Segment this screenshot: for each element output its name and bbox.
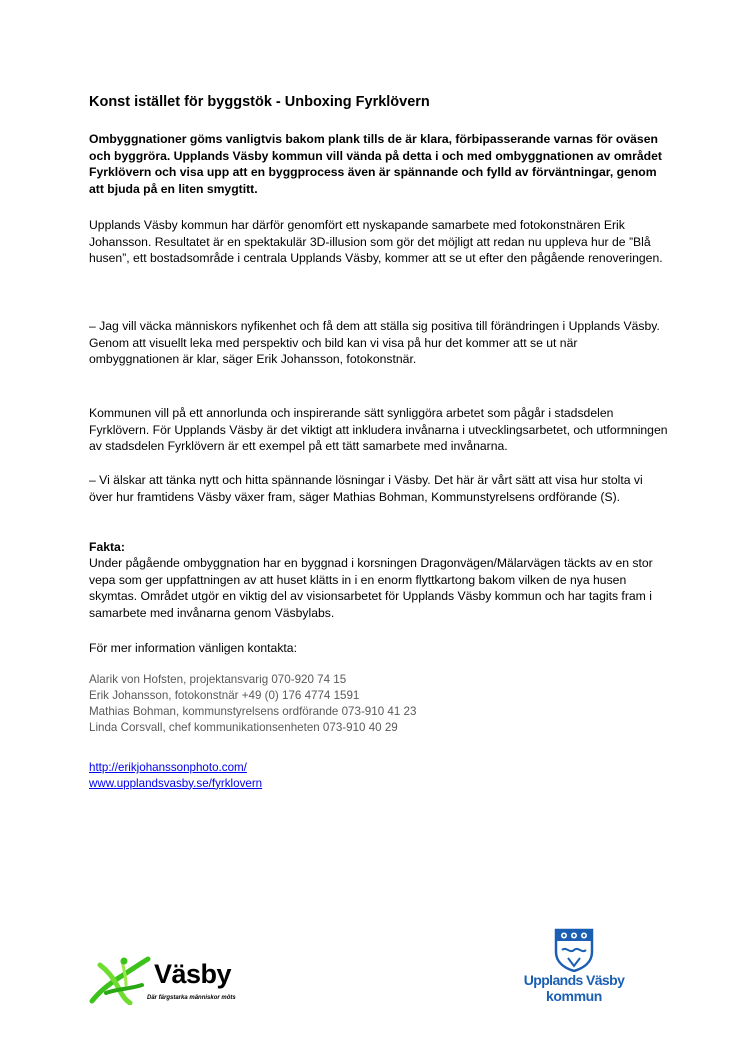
quote-paragraph-mathias: – Vi älskar att tänka nytt och hitta spännande lösningar i Väsby. Det här är vårt sätt att visa hur stolta vi över hur framtidens Väsby växer fram, säger Mathias Bohman, Kommunstyrelsens ordförande (S).	[89, 473, 643, 504]
document-title: Konst istället för byggstök - Unboxing Fyrklövern	[89, 94, 430, 110]
upplands-vasby-kommun: kommun	[546, 988, 602, 1004]
contact-list	[89, 672, 649, 736]
vasby-wordmark: Väsby	[154, 959, 232, 989]
upplands-vasby-logo	[514, 928, 634, 1012]
body-paragraph-2: Kommunen vill på ett annorlunda och inspirerande sätt synliggöra arbetet som pågår i stadsdelen Fyrklövern. För Upplands Väsby är det viktigt att inkludera invånarna i utvecklingsarbetet, och utformningen av stadsdelen Fyrklövern är ett exempel på ett tätt samarbete med invånarna.	[89, 406, 668, 453]
upplands-vasby-name: Upplands Väsby	[523, 972, 625, 988]
fakta-paragraph: Under pågående ombyggnation har en byggnad i korsningen Dragonvägen/Mälarvägen täckts av en stor vepa som ger uppfattningen av att huset klätts in i en enorm flyttkartong bakom vilken de nya husen skymtas. Området utgör en viktig del av visionsarbetet för Upplands Väsby kommun och har tagits fram i samarbete med invånarna genom Väsbylabs.	[89, 556, 653, 620]
link-erikjohanssonphoto[interactable]: http://erikjohanssonphoto.com/	[89, 761, 247, 774]
contact-item: Mathias Bohman, kommunstyrelsens ordförande 073-910 41 23	[89, 705, 417, 718]
vasby-logo	[86, 955, 256, 1015]
quote-paragraph-erik: – Jag vill väcka människors nyfikenhet och få dem att ställa sig positiva till förändringen i Upplands Väsby. Genom att visuellt leka med perspektiv och bild kan vi visa på hur det kommer att se ut när ombyggnationen är klar, säger Erik Johansson, fotokonstnär.	[89, 319, 660, 366]
fakta-heading: Fakta:	[89, 540, 125, 554]
contact-item: Alarik von Hofsten, projektansvarig 070-920 74 15	[89, 673, 347, 686]
coat-of-arms-icon	[554, 928, 594, 972]
contact-item: Linda Corsvall, chef kommunikationsenheten 073-910 40 29	[89, 721, 398, 734]
link-list	[89, 760, 262, 791]
link-fyrklovern[interactable]: www.upplandsvasby.se/fyrklovern	[89, 776, 263, 790]
contact-intro: För mer information vänligen kontakta:	[89, 641, 297, 655]
vasby-tagline: Där färgstarka människor möts	[147, 995, 236, 1001]
body-paragraph-1: Upplands Väsby kommun har därför genomfört ett nyskapande samarbete med fotokonstnären Erik Johansson. Resultatet är en spektakulär 3D-illusion som gör det möjligt att redan nu uppleva hur de ”Blå husen”, ett bostadsområde i centrala Upplands Väsby, kommer att se ut efter den pågående renoveringen.	[89, 218, 663, 265]
contact-item: Erik Johansson, fotokonstnär +49 (0) 176 4774 1591	[89, 689, 360, 702]
lead-paragraph: Ombyggnationer göms vanligtvis bakom plank tills de är klara, förbipasserande varnas för oväsen och byggröra. Upplands Väsby kommun vill vända på detta i och med ombyggnationen av området Fyrklövern och visa upp att en byggprocess även är spännande och fylld av förväntningar, genom att bjuda på en liten smygtitt.	[89, 132, 662, 196]
